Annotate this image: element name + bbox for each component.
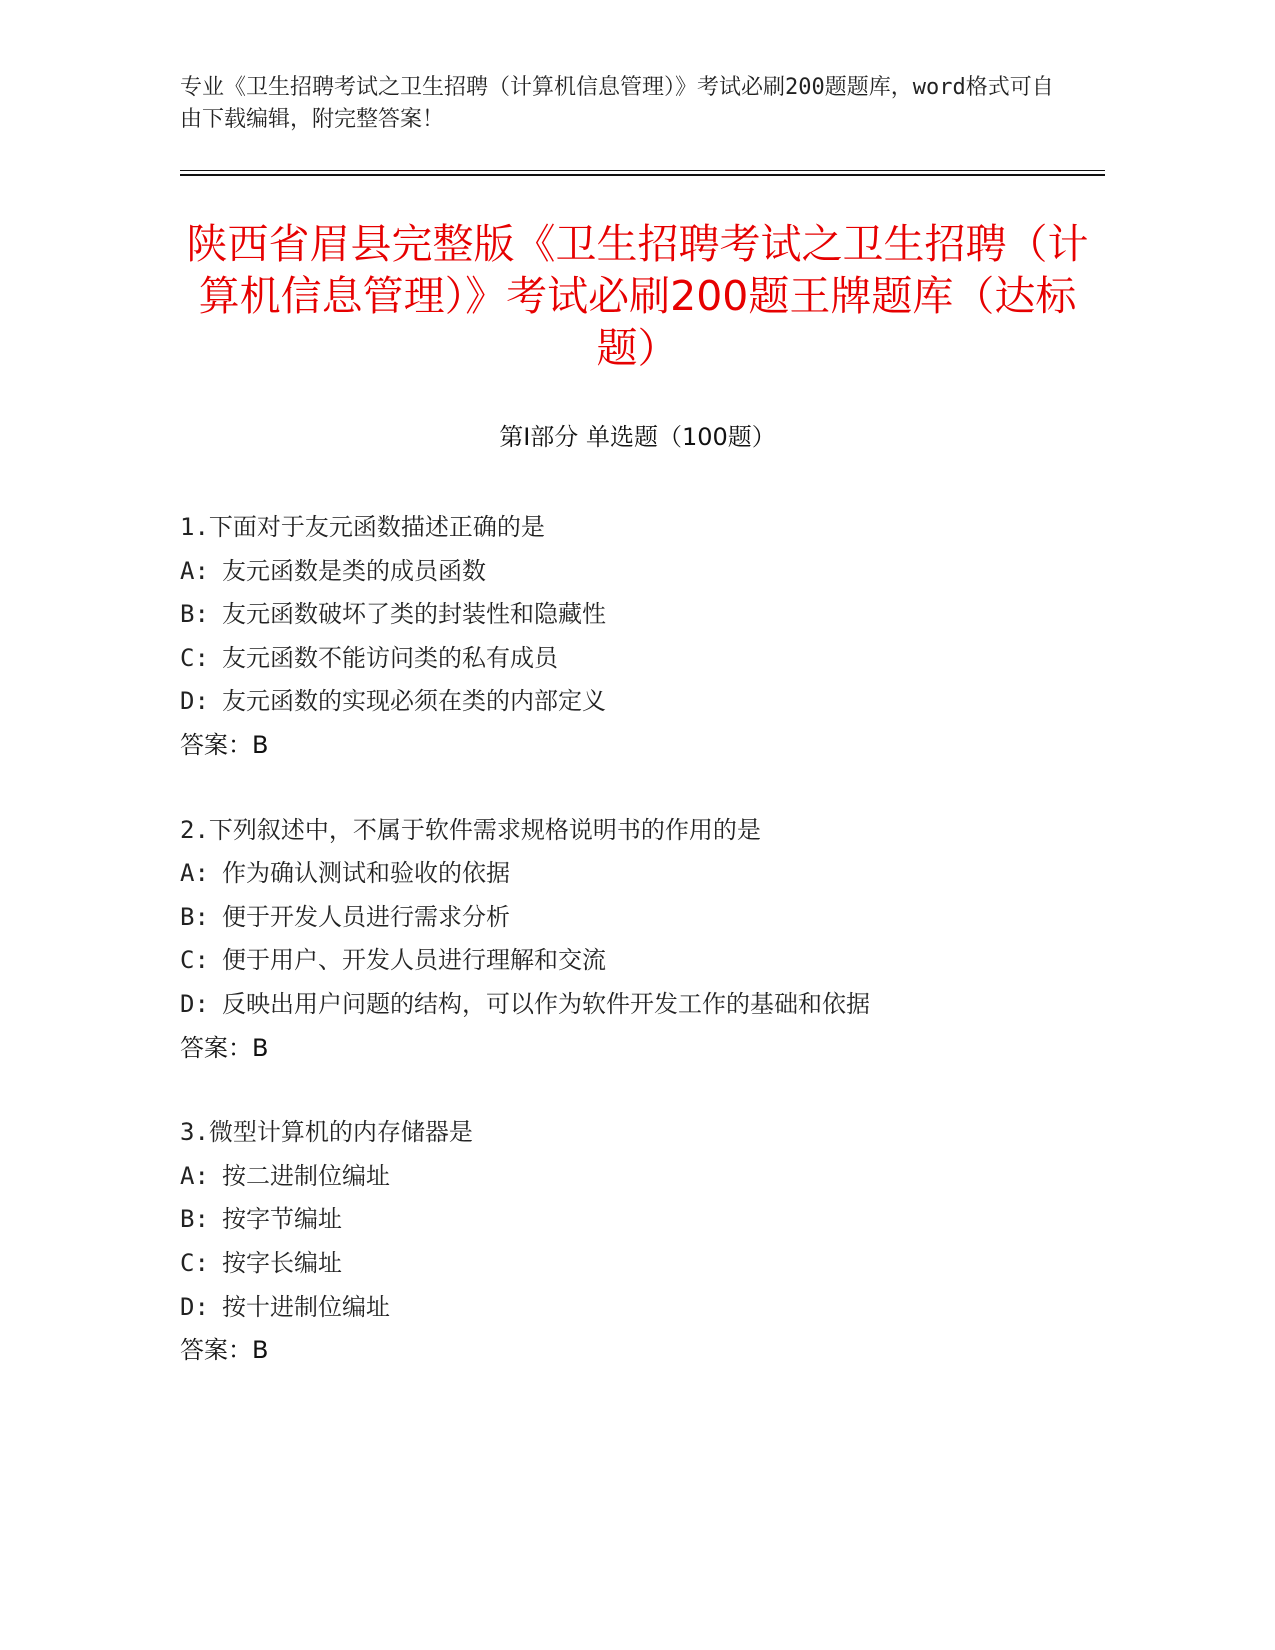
option-c	[180, 939, 1100, 983]
question-stem: 1.下面对于友元函数描述正确的是	[180, 513, 545, 541]
question-stem: 3.微型计算机的内存储器是	[180, 1118, 473, 1147]
document-title: 陕西省眉县完整版《卫生招聘考试之卫生招聘（计算机信息管理）》考试必刷200题王牌题库（达标题）	[186, 220, 1089, 372]
question-3	[180, 1111, 1100, 1373]
option-letter: D:	[180, 1292, 209, 1321]
header-note: 专业《卫生招聘考试之卫生招聘（计算机信息管理）》考试必刷200题题库，word格式可自由下载编辑，附完整答案！	[180, 75, 1054, 132]
option-c	[180, 1242, 1100, 1286]
option-letter: B:	[180, 902, 209, 931]
option-text: 友元函数是类的成员函数	[222, 556, 486, 585]
option-letter: C:	[180, 946, 209, 975]
option-text: 便于开发人员进行需求分析	[222, 902, 510, 931]
option-letter: B:	[180, 1205, 209, 1234]
question-list	[180, 506, 1100, 1414]
header-divider-thick	[180, 174, 1105, 176]
option-text: 按字长编址	[222, 1248, 342, 1277]
option-text: 按二进制位编址	[222, 1161, 390, 1190]
option-a	[180, 550, 1100, 594]
option-letter: A:	[180, 859, 209, 888]
option-text: 作为确认测试和验收的依据	[222, 859, 510, 888]
option-letter: A:	[180, 556, 209, 585]
option-letter: A:	[180, 1161, 209, 1190]
answer-line: 答案：B	[180, 730, 269, 759]
option-a	[180, 1155, 1100, 1199]
option-letter: C:	[180, 1248, 209, 1277]
option-d	[180, 680, 1100, 724]
option-text: 友元函数不能访问类的私有成员	[222, 643, 558, 672]
option-text: 友元函数的实现必须在类的内部定义	[222, 687, 606, 716]
option-c	[180, 637, 1100, 681]
question-stem: 2.下列叙述中，不属于软件需求规格说明书的作用的是	[180, 815, 761, 844]
answer-line: 答案：B	[180, 1033, 269, 1062]
option-d	[180, 1286, 1100, 1330]
section-heading: 第Ⅰ部分 单选题（100题）	[499, 423, 776, 451]
option-b	[180, 896, 1100, 940]
option-a	[180, 852, 1100, 896]
option-letter: C:	[180, 643, 209, 672]
question-2	[180, 809, 1100, 1071]
option-b	[180, 1198, 1100, 1242]
header-divider-thin	[180, 170, 1105, 171]
answer-line: 答案：B	[180, 1336, 269, 1365]
option-text: 按字节编址	[222, 1205, 342, 1234]
option-text: 便于用户、开发人员进行理解和交流	[222, 946, 606, 975]
option-text: 友元函数破坏了类的封装性和隐藏性	[222, 600, 606, 629]
option-letter: D:	[180, 687, 209, 716]
question-1	[180, 506, 1100, 768]
option-b	[180, 593, 1100, 637]
option-text: 反映出用户问题的结构，可以作为软件开发工作的基础和依据	[222, 989, 870, 1018]
option-text: 按十进制位编址	[222, 1292, 390, 1321]
option-d	[180, 983, 1100, 1027]
option-letter: B:	[180, 600, 209, 629]
option-letter: D:	[180, 989, 209, 1018]
